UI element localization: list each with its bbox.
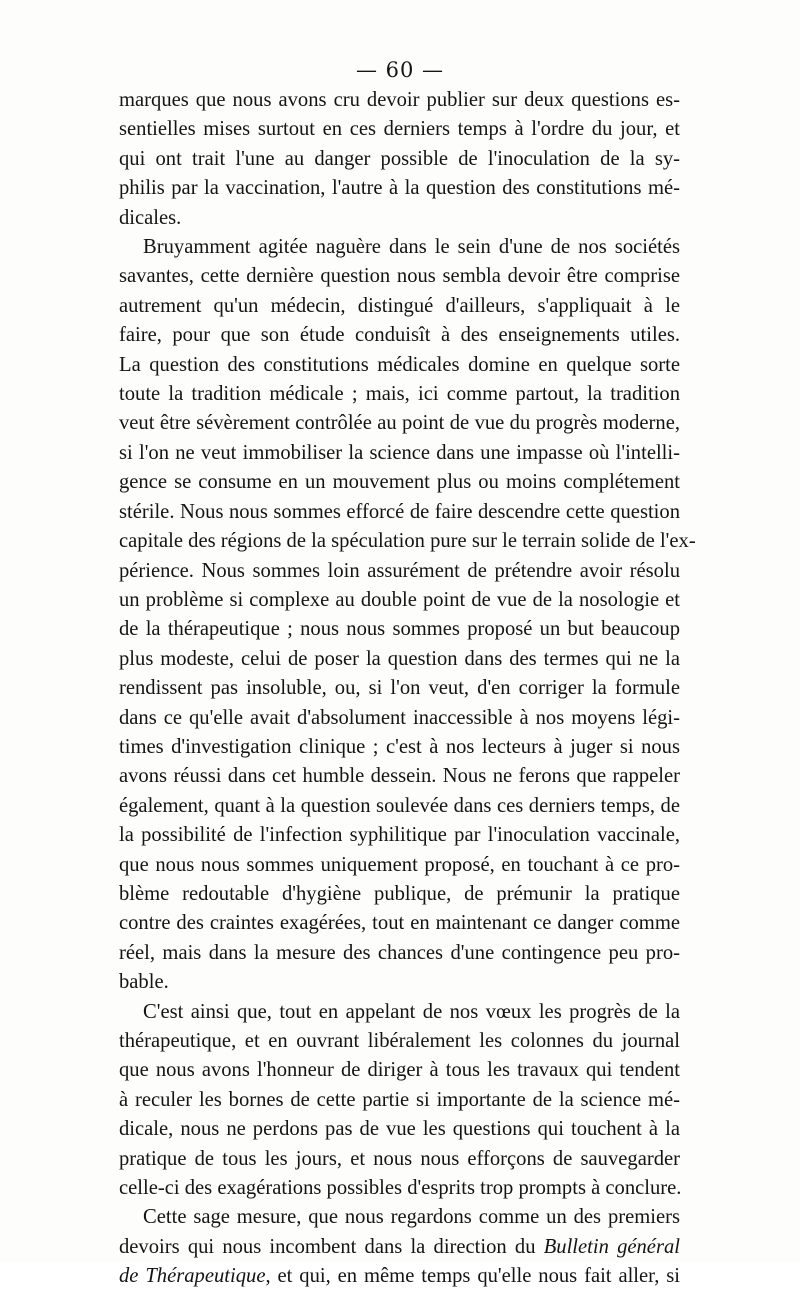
text-line: stérile. Nous nous sommes efforcé de faire descendre cette question <box>119 500 680 523</box>
text-line: dans ce qu'elle avait d'absolument inaccessible à nos moyens légi- <box>119 706 680 729</box>
text-segment: devoirs qui nous incombent dans la direction du <box>119 1235 544 1258</box>
text-line: avons réussi dans cet humble dessein. Nous ne ferons que rappeler <box>119 765 680 788</box>
text-line: Cette sage mesure, que nous regardons comme un des premiers <box>143 1206 680 1229</box>
text-line: de la thérapeutique ; nous nous sommes proposé un but beaucoup <box>119 618 680 641</box>
text-line: qui ont trait l'une au danger possible de l'inoculation de la sy- <box>119 147 680 170</box>
text-line: dicale, nous ne perdons pas de vue les questions qui touchent à la <box>119 1118 680 1141</box>
text-line: blème redoutable d'hygiène publique, de prémunir la pratique <box>119 882 680 905</box>
journal-title: Bulletin général <box>543 1235 680 1258</box>
text-line: capitale des régions de la spéculation pure sur le terrain solide de l'ex- <box>119 530 696 553</box>
text-line: savantes, cette dernière question nous sembla devoir être comprise <box>119 265 680 288</box>
text-segment: , et qui, en même temps qu'elle nous fait aller, si <box>265 1265 680 1288</box>
text-line: thérapeutique, et en ouvrant libéralement les colonnes du journal <box>119 1030 680 1052</box>
text-line: si l'on ne veut immobiliser la science dans une impasse où l'intelli- <box>119 441 680 464</box>
text-line: autrement qu'un médecin, distingué d'ailleurs, s'appliquait à le <box>119 294 680 317</box>
text-line: périence. Nous sommes loin assurément de prétendre avoir résolu <box>119 559 680 582</box>
text-line: La question des constitutions médicales domine en quelque sorte <box>119 353 680 376</box>
text-line: bable. <box>119 971 169 994</box>
paragraph-3 <box>119 998 680 1204</box>
text-line: rendissent pas insoluble, ou, si l'on veut, d'en corriger la formule <box>119 677 680 700</box>
journal-title: de Thérapeutique <box>119 1265 266 1288</box>
text-line: veut être sévèrement contrôlée au point de vue du progrès moderne, <box>119 412 680 435</box>
text-line: times d'investigation clinique ; c'est à nos lecteurs à juger si nous <box>119 735 680 758</box>
text-line: gence se consume en un mouvement plus ou moins complétement <box>119 471 680 494</box>
text-line: sentielles mises surtout en ces derniers temps à l'ordre du jour, et <box>119 118 680 141</box>
text-line: pratique de tous les jours, et nous nous efforçons de sauvegarder <box>119 1147 680 1170</box>
body-text <box>119 86 696 1292</box>
text-line: marques que nous avons cru devoir publier sur deux questions es- <box>119 89 680 111</box>
text-line <box>119 1233 680 1262</box>
page-number: — 60 — <box>355 58 445 82</box>
text-line: que nous avons l'honneur de diriger à tous les travaux qui tendent <box>119 1059 680 1082</box>
text-line: également, quant à la question soulevée dans ces derniers temps, de <box>119 794 680 817</box>
text-line: Bruyamment agitée naguère dans le sein d'une de nos sociétés <box>143 236 680 259</box>
text-line: à reculer les bornes de cette partie si importante de la science mé- <box>119 1088 680 1111</box>
text-line: plus modeste, celui de poser la question dans des termes qui ne la <box>119 647 680 670</box>
text-line: que nous nous sommes uniquement proposé, en touchant à ce pro- <box>119 853 680 876</box>
paragraph-1 <box>119 86 680 233</box>
text-line: un problème si complexe au double point de vue de la nosologie et <box>119 588 680 611</box>
paragraph-2 <box>119 233 696 998</box>
text-line: dicales. <box>119 206 182 229</box>
text-line: la possibilité de l'infection syphilitique par l'inoculation vaccinale, <box>119 824 680 847</box>
text-line: toute la tradition médicale ; mais, ici comme partout, la tradition <box>119 383 680 406</box>
text-line: faire, pour que son étude conduisît à des enseignements utiles. <box>119 324 680 347</box>
text-line: réel, mais dans la mesure des chances d'une contingence peu pro- <box>119 941 680 964</box>
text-line <box>119 1262 680 1291</box>
text-line: contre des craintes exagérées, tout en maintenant ce danger comme <box>119 912 680 935</box>
paragraph-4 <box>119 1203 680 1291</box>
text-line: celle-ci des exagérations possibles d'esprits trop prompts à conclure. <box>119 1177 682 1200</box>
text-line: C'est ainsi que, tout en appelant de nos vœux les progrès de la <box>143 1000 680 1023</box>
text-line: philis par la vaccination, l'autre à la question des constitutions mé- <box>119 177 680 200</box>
